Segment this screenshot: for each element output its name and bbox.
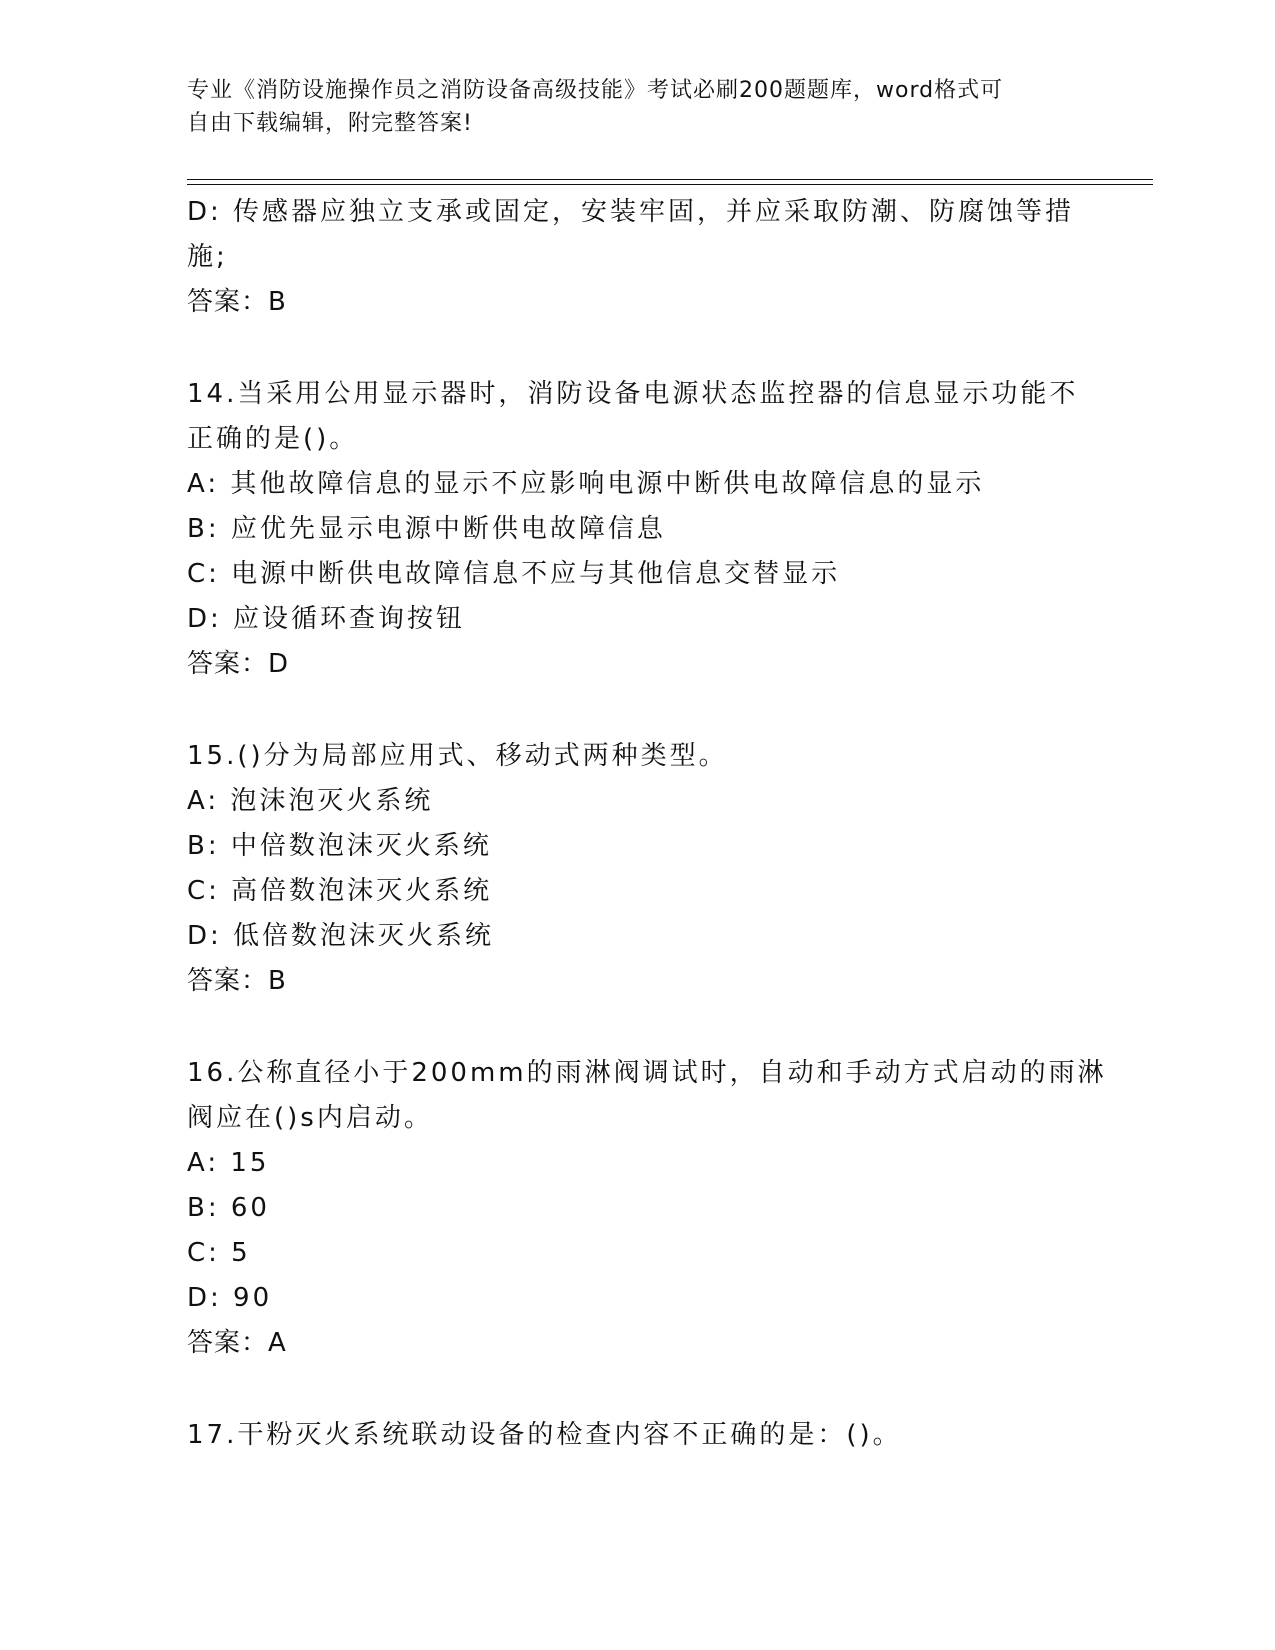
q16-answer: 答案：A bbox=[187, 1328, 287, 1358]
question-15 bbox=[187, 734, 1087, 1004]
q14-answer: 答案：D bbox=[187, 649, 290, 679]
q15-option-b: B: 中倍数泡沫灭火系统 bbox=[187, 831, 492, 861]
q16-stem-line-1: 16.公称直径小于200mm的雨淋阀调试时，自动和手动方式启动的雨淋 bbox=[187, 1058, 1107, 1088]
q17-stem: 17.干粉灭火系统联动设备的检查内容不正确的是：()。 bbox=[187, 1420, 902, 1450]
q14-stem-line-1: 14.当采用公用显示器时，消防设备电源状态监控器的信息显示功能不 bbox=[187, 379, 1079, 409]
header-divider-bottom bbox=[187, 184, 1153, 185]
q13-option-d-line-1: D: 传感器应独立支承或固定，安装牢固，并应采取防潮、防腐蚀等措 bbox=[187, 197, 1075, 227]
header-line-2: 自由下载编辑，附完整答案! bbox=[187, 111, 473, 136]
q15-answer: 答案：B bbox=[187, 966, 287, 996]
q16-option-c: C: 5 bbox=[187, 1238, 251, 1268]
question-17 bbox=[187, 1413, 1087, 1458]
spacer bbox=[187, 325, 1087, 372]
spacer bbox=[187, 687, 1087, 734]
question-16 bbox=[187, 1051, 1107, 1366]
document-body bbox=[187, 190, 1107, 1458]
q15-option-a: A: 泡沫泡灭火系统 bbox=[187, 786, 434, 816]
q15-option-c: C: 高倍数泡沫灭火系统 bbox=[187, 876, 493, 906]
q15-option-d: D: 低倍数泡沫灭火系统 bbox=[187, 921, 495, 951]
spacer bbox=[187, 1366, 1087, 1413]
q14-option-b: B: 应优先显示电源中断供电故障信息 bbox=[187, 514, 666, 544]
header-divider-top bbox=[187, 179, 1153, 180]
question-13-tail bbox=[187, 190, 1087, 325]
q13-answer: 答案：B bbox=[187, 287, 287, 317]
q14-option-a: A: 其他故障信息的显示不应影响电源中断供电故障信息的显示 bbox=[187, 469, 985, 499]
document-header bbox=[187, 74, 1087, 140]
header-line-1: 专业《消防设施操作员之消防设备高级技能》考试必刷200题题库，word格式可 bbox=[187, 78, 1004, 103]
q16-stem-line-2: 阀应在()s内启动。 bbox=[187, 1103, 433, 1133]
q14-stem-line-2: 正确的是()。 bbox=[187, 424, 359, 454]
q13-option-d-line-2: 施; bbox=[187, 242, 228, 272]
question-14 bbox=[187, 372, 1087, 687]
q14-option-d: D: 应设循环查询按钮 bbox=[187, 604, 466, 634]
spacer bbox=[187, 1004, 1087, 1051]
q15-stem: 15.()分为局部应用式、移动式两种类型。 bbox=[187, 741, 728, 771]
q16-option-a: A: 15 bbox=[187, 1148, 270, 1178]
q16-option-b: B: 60 bbox=[187, 1193, 270, 1223]
q14-option-c: C: 电源中断供电故障信息不应与其他信息交替显示 bbox=[187, 559, 841, 589]
q16-option-d: D: 90 bbox=[187, 1283, 273, 1313]
